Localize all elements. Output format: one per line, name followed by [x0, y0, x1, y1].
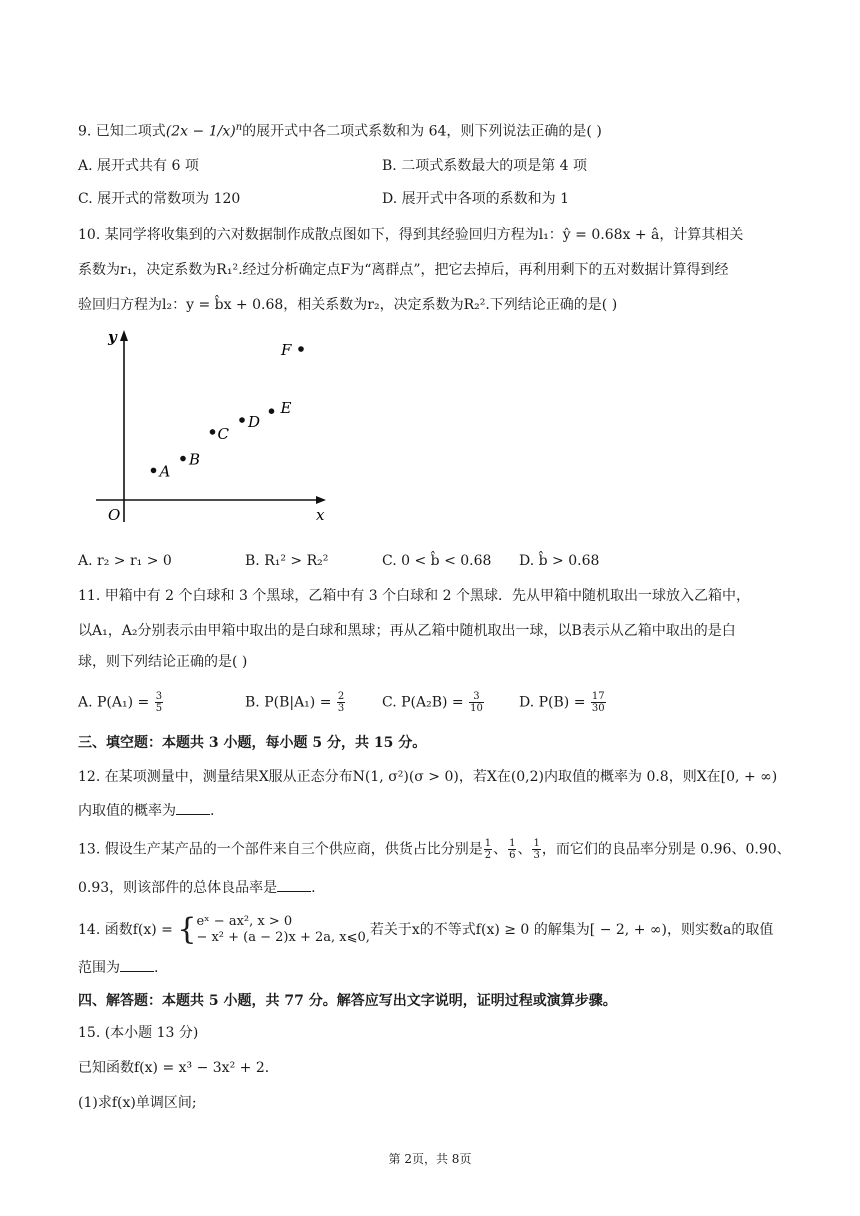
- q13-separator-2: 、: [517, 841, 532, 858]
- point-label-c: C: [217, 424, 229, 443]
- denominator: 3: [337, 703, 345, 714]
- numerator: 1: [484, 838, 492, 849]
- q10-line-2: 系数为r₁，决定系数为R₁².经过分析确定点F为“离群点”，把它去掉后，再利用剩下的五对数据计算得到经: [78, 262, 729, 278]
- x-axis-arrow: [316, 496, 326, 504]
- denominator: 5: [155, 703, 163, 714]
- q14-prefix: 14. 函数f(x) =: [78, 922, 178, 938]
- point-f: [298, 346, 304, 352]
- point-e: [269, 408, 275, 414]
- q10-option-b: B. R₁² > R₂²: [245, 553, 329, 569]
- q11-option-a: [78, 691, 164, 714]
- q11-line-2: 以A₁，A₂分别表示由甲箱中取出的是白球和黑球；再从乙箱中随机取出一球，以B表示从乙箱中取出的是白: [78, 623, 736, 639]
- point-c: [210, 429, 216, 435]
- numerator: 3: [155, 691, 163, 702]
- q9-exponent: n: [235, 122, 243, 133]
- q10-line-1: 10. 某同学将收集到的六对数据制作成散点图如下，得到其经验回归方程为l₁：ŷ = 0.68x + â，计算其相关: [78, 227, 744, 243]
- q9-stem: [78, 118, 788, 142]
- answer-blank: [120, 957, 154, 972]
- q13-line-1: [78, 838, 791, 861]
- q9-option-d: D. 展开式中各项的系数和为 1: [382, 191, 569, 207]
- point-label-b: B: [189, 450, 201, 469]
- point-label-e: E: [280, 399, 292, 418]
- q11-option-d-fraction: [591, 691, 606, 714]
- q11-option-a-prefix: A. P(A₁) =: [78, 694, 154, 711]
- q15-header: 15. (本小题 13 分): [78, 1025, 199, 1041]
- q14-suffix: 若关于x的不等式f(x) ≥ 0 的解集为[ − 2, + ∞)，则实数a的取值: [369, 922, 774, 938]
- q13-fraction-2: [508, 838, 516, 861]
- page-footer: 第 2页，共 8页: [388, 1152, 472, 1166]
- q14-line-2: [78, 957, 788, 978]
- q14-line-1: [78, 914, 788, 946]
- point-label-a: A: [159, 462, 171, 481]
- q11-option-b: [245, 691, 346, 714]
- q14-piecewise: [196, 914, 369, 946]
- denominator: 2: [484, 850, 492, 861]
- q14-case-2: − x² + (a − 2)x + 2a, x⩽0,: [196, 930, 370, 945]
- q11-option-b-prefix: B. P(B|A₁) =: [245, 694, 336, 711]
- q13-fraction-3: [532, 838, 540, 861]
- origin-label: O: [108, 506, 121, 524]
- q14-case-1: eˣ − ax², x > 0: [196, 914, 293, 929]
- q11-option-c: [382, 691, 485, 714]
- point-label-f: F: [281, 341, 292, 360]
- q12-line-2: [78, 800, 788, 821]
- q14-line-2-prefix: 范围为: [78, 960, 120, 976]
- q9-option-b: B. 二项式系数最大的项是第 4 项: [382, 158, 587, 174]
- q10-scatter-plot: [88, 322, 338, 532]
- q11-option-d: [519, 691, 607, 714]
- q11-line-1: 11. 甲箱中有 2 个白球和 3 个黑球，乙箱中有 3 个白球和 2 个黑球．先从甲箱中随机取出一球放入乙箱中，: [78, 588, 750, 604]
- answer-blank: [277, 877, 311, 892]
- q10-option-c: C. 0 < b̂ < 0.68: [382, 553, 492, 569]
- denominator: 10: [470, 703, 483, 714]
- answer-blank: [176, 800, 210, 815]
- section-4-heading: 四、解答题：本题共 5 小题，共 77 分。解答应写出文字说明，证明过程或演算步骤。: [78, 993, 617, 1009]
- q10-line-3: 验回归方程为l₂：y = b̂x + 0.68，相关系数为r₂，决定系数为R₂².下列结论正确的是( ): [78, 297, 618, 313]
- q9-stem-suffix: 的展开式中各二项式系数和为 64，则下列说法正确的是( ): [242, 123, 602, 140]
- point-label-d: D: [248, 413, 261, 432]
- q13-prefix: 13. 假设生产某产品的一个部件来自三个供应商，供货占比分别是: [78, 841, 483, 858]
- q11-line-3: 球，则下列结论正确的是( ): [78, 654, 248, 670]
- numerator: 2: [337, 691, 345, 702]
- x-axis-label: x: [316, 506, 325, 524]
- numerator: 1: [533, 838, 540, 849]
- q11-option-b-fraction: [337, 691, 345, 714]
- section-3-heading: 三、填空题：本题共 3 小题，每小题 5 分，共 15 分。: [78, 735, 427, 751]
- point-b: [180, 456, 186, 462]
- q13-separator-1: 、: [493, 841, 508, 858]
- y-axis-label: y: [108, 328, 117, 346]
- denominator: 3: [533, 850, 540, 861]
- q9-option-c: C. 展开式的常数项为 120: [78, 191, 241, 207]
- q13-line-2-suffix: .: [311, 880, 316, 896]
- denominator: 6: [509, 850, 516, 861]
- q14-line-2-suffix: .: [154, 960, 159, 976]
- q11-option-a-fraction: [155, 691, 163, 714]
- q15-part-1: (1)求f(x)单调区间;: [78, 1095, 197, 1111]
- q10-option-d: D. b̂ > 0.68: [519, 553, 600, 569]
- y-axis-arrow: [120, 330, 128, 341]
- q12-line-2-suffix: .: [210, 803, 215, 819]
- q11-option-c-prefix: C. P(A₂B) =: [382, 694, 469, 711]
- scatter-points: [151, 341, 304, 480]
- q13-suffix: ，而它们的良品率分别是 0.96、0.90、: [541, 841, 791, 858]
- q9-stem-prefix: 9. 已知二项式: [78, 123, 166, 140]
- denominator: 30: [591, 703, 605, 714]
- q11-option-d-prefix: D. P(B) =: [519, 694, 590, 711]
- q12-line-1: 12. 在某项测量中，测量结果X服从正态分布N(1, σ²)(σ > 0)，若X在(0,2)内取值的概率为 0.8，则X在[0, + ∞): [78, 769, 778, 785]
- q13-line-2: [78, 877, 788, 898]
- q10-option-a: A. r₂ > r₁ > 0: [78, 553, 172, 569]
- q9-option-a: A. 展开式共有 6 项: [78, 158, 199, 174]
- numerator: 3: [469, 691, 484, 703]
- q13-line-2-prefix: 0.93，则该部件的总体良品率是: [78, 880, 278, 896]
- q11-option-c-fraction: [469, 691, 484, 714]
- numerator: 17: [591, 691, 605, 702]
- point-a: [151, 468, 157, 474]
- q15-given: 已知函数f(x) = x³ − 3x² + 2．: [78, 1060, 279, 1076]
- numerator: 1: [509, 838, 516, 849]
- q12-line-2-prefix: 内取值的概率为: [78, 803, 176, 819]
- q9-binomial-expr: (2x − 1/x): [165, 123, 236, 140]
- point-d: [239, 417, 245, 423]
- left-brace-icon: {: [177, 912, 197, 947]
- q13-fraction-1: [484, 838, 492, 861]
